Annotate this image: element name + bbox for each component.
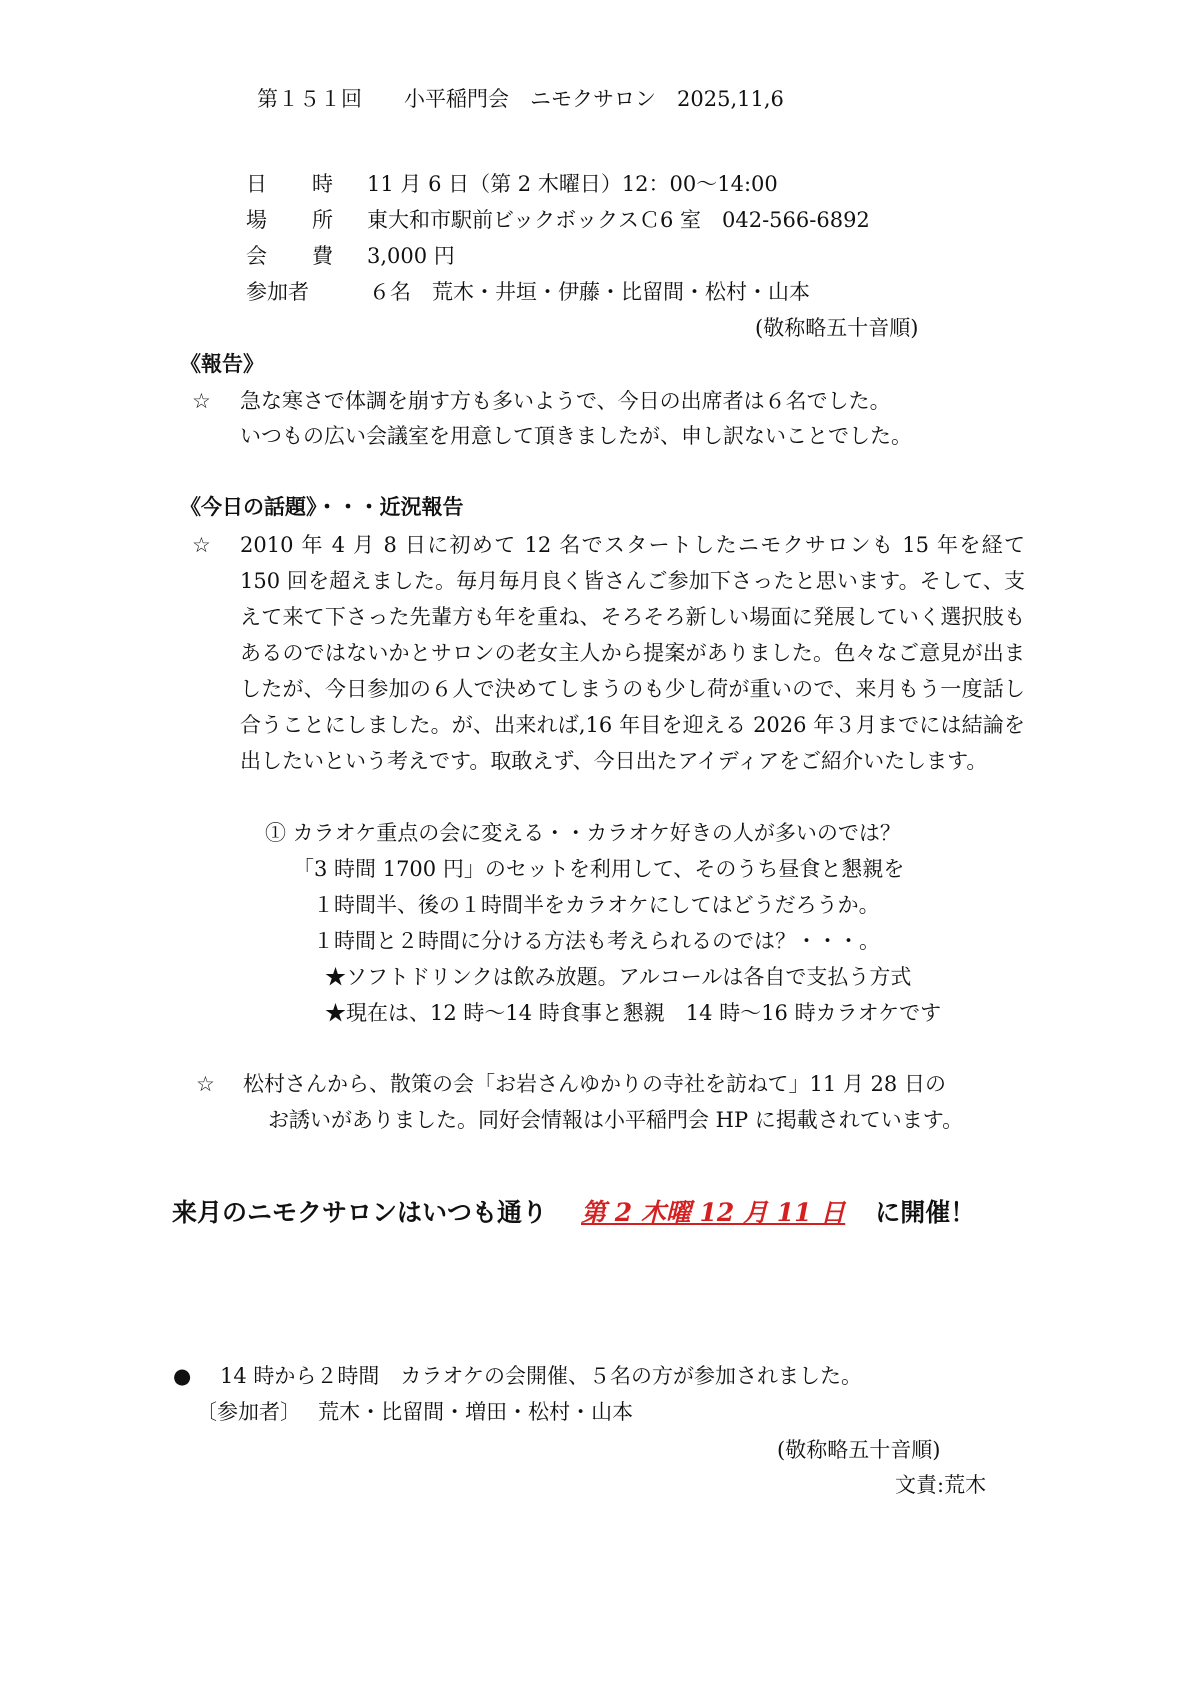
date-value: 11 月 6 日（第 2 木曜日）12：00～14:00 (367, 172, 778, 196)
star-outline-icon: ☆ (192, 389, 211, 413)
document-title: 第１５１回 小平稲門会 ニモクサロン 2025,11,6 (257, 87, 784, 111)
participants-label: 参加者 (246, 280, 309, 304)
idea-1-line-2: 「3 時間 1700 円」のセットを利用して、そのうち昼食と懇親を (293, 857, 905, 881)
idea-1-line-3: １時間半、後の１時間半をカラオケにしてはどうだろうか。 (313, 893, 880, 917)
next-meeting-suffix: に開催！ (875, 1198, 976, 1227)
next-meeting-date: 第 2 木曜 12 月 11 日 (581, 1198, 846, 1227)
report-line-1: 急な寒さで体調を崩す方も多いようで、今日の出席者は６名でした。 (240, 389, 891, 413)
honorific-note: (敬称略五十音順) (755, 316, 919, 340)
karaoke-line-1: 14 時から２時間 カラオケの会開催、５名の方が参加されました。 (220, 1364, 862, 1388)
participants-value: ６名 荒木・井垣・伊藤・比留間・松村・山本 (369, 280, 810, 304)
report-line-2: いつもの広い会議室を用意して頂きましたが、申し訳ないことでした。 (240, 424, 912, 448)
walk-line-1: 松村さんから、散策の会「お岩さんゆかりの寺社を訪ねて」11 月 28 日の (243, 1072, 946, 1096)
idea-1-note-2: ★現在は、12 時～14 時食事と懇親 14 時～16 時カラオケです (325, 1001, 942, 1025)
fee-label: 会 費 (246, 244, 345, 268)
idea-1: ① カラオケ重点の会に変える・・カラオケ好きの人が多いのでは？ (265, 821, 901, 845)
idea-1-note-1: ★ソフトドリンクは飲み放題。アルコールは各自で支払う方式 (325, 965, 912, 989)
fee-value: 3,000 円 (367, 244, 455, 268)
place-label: 場 所 (246, 208, 345, 232)
report-heading: 《報告》 (180, 351, 264, 376)
next-meeting-prefix: 来月のニモクサロンはいつも通り (172, 1198, 548, 1227)
topics-heading: 《今日の話題》・・・近況報告 (180, 494, 464, 519)
star-outline-icon: ☆ (192, 533, 211, 557)
karaoke-participants: 〔参加者〕 荒木・比留間・増田・松村・山本 (196, 1400, 634, 1424)
bullet-icon: ● (173, 1364, 192, 1388)
walk-line-2: お誘いがありました。同好会情報は小平稲門会 HP に掲載されています。 (268, 1108, 964, 1132)
idea-1-line-4: １時間と２時間に分ける方法も考えられるのでは？・・・。 (313, 929, 880, 953)
next-meeting (172, 1195, 975, 1231)
author-credit: 文責:荒木 (895, 1473, 987, 1497)
honorific-note: (敬称略五十音順) (777, 1438, 941, 1462)
star-outline-icon: ☆ (196, 1072, 215, 1096)
date-label: 日 時 (246, 172, 345, 196)
topics-paragraph: 2010 年 4 月 8 日に初めて 12 名でスタートしたニモクサロンも 15 年を経て 150 回を超えました。毎月毎月良く皆さんご参加下さったと思います。そして、支えて来て下さった先輩方も年を重ね、そろそろ新しい場面に発展していく選択肢もあるのではないかとサロンの老女主人から提案がありました。色々なご意見が出ましたが、今日参加の６人で決めてしまうのも少し荷が重いので、来月もう一度話し合うことにしました。が、出来れば,16 年目を迎える 2026 年３月までには結論を出したいという考えです。取敢えず、今日出たアイディアをご紹介いたします。 (240, 533, 1025, 773)
place-value: 東大和市駅前ビックボックスＣ6 室 042-566-6892 (367, 208, 870, 232)
